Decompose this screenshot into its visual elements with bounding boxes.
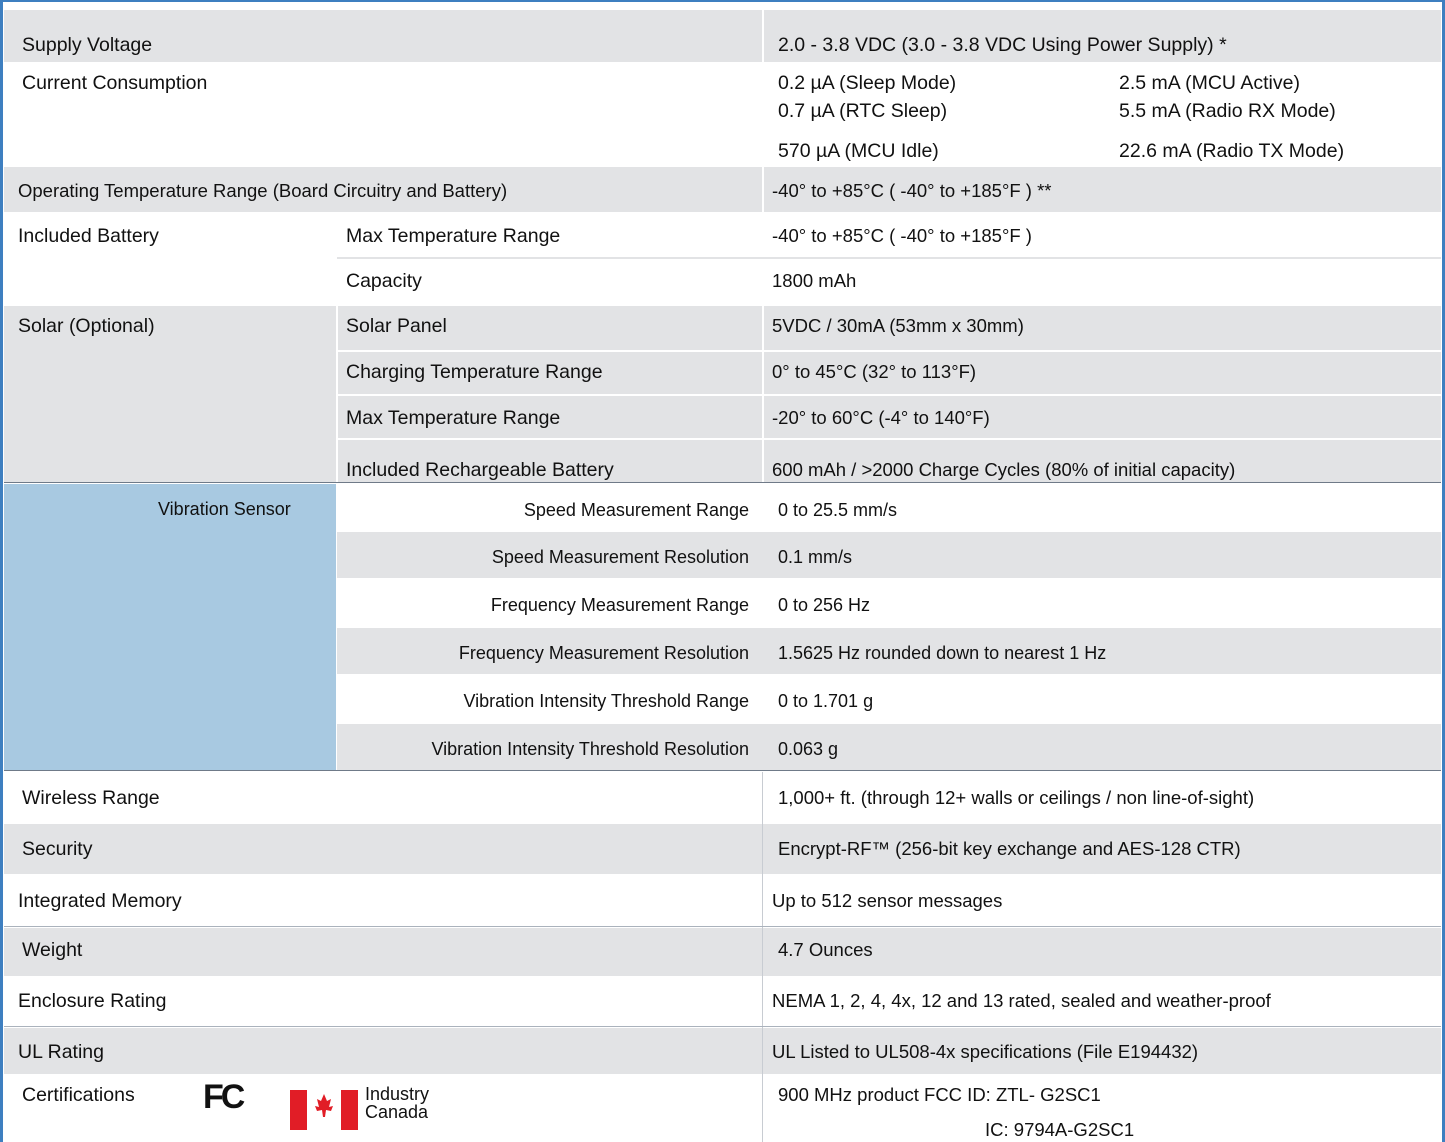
- security-value: Encrypt-RF™ (256-bit key exchange and AES-128 CTR): [778, 838, 1241, 859]
- solar-charging-value: 0° to 45°C (32° to 113°F): [772, 361, 977, 382]
- fcc-logo: FC: [203, 1078, 243, 1116]
- vib-freq-range-label: Frequency Measurement Range: [490, 595, 749, 615]
- memory-value: Up to 512 sensor messages: [772, 890, 1003, 911]
- vib-intensity-range-label: Vibration Intensity Threshold Range: [463, 691, 749, 711]
- col-divider-bottom: [762, 772, 763, 1142]
- sep-solar-vibration: [4, 482, 1441, 483]
- solar-sub-3: [337, 438, 1441, 440]
- top-border: [0, 0, 1445, 2]
- memory-label: Integrated Memory: [18, 890, 182, 912]
- wireless-label: Wireless Range: [22, 787, 160, 809]
- sep-vibration-wireless: [4, 770, 1441, 771]
- current-label: Current Consumption: [22, 72, 208, 94]
- industry-canada-line1: Industry: [365, 1084, 430, 1104]
- current-value-active: 2.5 mA (MCU Active): [1119, 72, 1300, 94]
- solar-sub-1: [337, 350, 1441, 352]
- weight-value: 4.7 Ounces: [778, 939, 873, 960]
- battery-capacity-label: Capacity: [346, 270, 422, 292]
- solar-battery-value: 600 mAh / >2000 Charge Cycles (80% of initial capacity): [772, 459, 1236, 480]
- fcc-id-value: 900 MHz product FCC ID: ZTL- G2SC1: [778, 1084, 1101, 1105]
- enclosure-label: Enclosure Rating: [18, 990, 167, 1012]
- col-divider-sub: [336, 214, 338, 482]
- current-value-rx: 5.5 mA (Radio RX Mode): [1119, 100, 1336, 122]
- solar-sub-2: [337, 394, 1441, 396]
- vibration-label-cell: [4, 484, 336, 770]
- certifications-label: Certifications: [22, 1084, 135, 1106]
- vib-speed-res-value: 0.1 mm/s: [778, 547, 853, 567]
- vib-speed-range-value: 0 to 25.5 mm/s: [778, 500, 898, 520]
- solar-battery-label: Included Rechargeable Battery: [346, 459, 614, 481]
- ic-id-value: IC: 9794A-G2SC1: [985, 1119, 1135, 1140]
- row-ul-bg: [4, 1028, 1441, 1074]
- supply-voltage-value: 2.0 - 3.8 VDC (3.0 - 3.8 VDC Using Power Supply) *: [778, 34, 1227, 56]
- vib-freq-res-label: Frequency Measurement Resolution: [458, 643, 749, 663]
- battery-subdivider: [337, 257, 1441, 259]
- row-included-battery-bg: [4, 214, 1441, 304]
- current-value-idle: 570 µA (MCU Idle): [778, 140, 939, 162]
- current-subdivider: [764, 126, 1440, 128]
- col-divider-current: [1100, 64, 1102, 165]
- solar-label: Solar (Optional): [18, 315, 155, 337]
- ul-value: UL Listed to UL508-4x specifications (File E194432): [772, 1041, 1199, 1062]
- included-battery-label: Included Battery: [18, 225, 159, 247]
- battery-max-temp-value: -40° to +85°C ( -40° to +185°F ): [772, 225, 1032, 246]
- weight-label: Weight: [22, 939, 83, 961]
- vibration-label: Vibration Sensor: [158, 499, 291, 519]
- row-weight-bg: [4, 928, 1441, 976]
- battery-max-temp-label: Max Temperature Range: [346, 225, 561, 247]
- vib-freq-range-value: 0 to 256 Hz: [778, 595, 871, 615]
- solar-charging-label: Charging Temperature Range: [346, 361, 603, 383]
- col-divider-top: [762, 10, 764, 484]
- security-label: Security: [22, 838, 93, 860]
- current-value-rtc: 0.7 µA (RTC Sleep): [778, 100, 948, 122]
- wireless-value: 1,000+ ft. (through 12+ walls or ceilings / non line-of-sight): [778, 787, 1255, 808]
- ul-label: UL Rating: [18, 1041, 104, 1063]
- sep-enclosure-ul: [4, 1026, 1441, 1027]
- current-value-sleep: 0.2 µA (Sleep Mode): [778, 72, 957, 94]
- left-border: [0, 0, 3, 1142]
- vib-speed-res-label: Speed Measurement Resolution: [491, 547, 749, 567]
- enclosure-value: NEMA 1, 2, 4, 4x, 12 and 13 rated, sealed and weather-proof: [772, 990, 1271, 1011]
- solar-panel-label: Solar Panel: [346, 315, 447, 337]
- sep-memory-weight: [4, 926, 1441, 927]
- solar-max-temp-label: Max Temperature Range: [346, 407, 561, 429]
- vib-intensity-range-value: 0 to 1.701 g: [778, 691, 874, 711]
- operating-temp-label: Operating Temperature Range (Board Circuitry and Battery): [18, 180, 508, 201]
- solar-max-temp-value: -20° to 60°C (-4° to 140°F): [772, 407, 990, 428]
- vib-freq-res-value: 1.5625 Hz rounded down to nearest 1 Hz: [778, 643, 1107, 663]
- vib-speed-range-label: Speed Measurement Range: [523, 500, 749, 520]
- supply-voltage-label: Supply Voltage: [22, 34, 153, 56]
- battery-capacity-value: 1800 mAh: [772, 270, 857, 291]
- solar-panel-value: 5VDC / 30mA (53mm x 30mm): [772, 315, 1024, 336]
- current-value-tx: 22.6 mA (Radio TX Mode): [1119, 140, 1345, 162]
- row-memory-bg: [4, 876, 1441, 926]
- canada-flag-icon: [290, 1090, 358, 1130]
- vib-intensity-res-label: Vibration Intensity Threshold Resolution: [431, 739, 749, 759]
- operating-temp-value: -40° to +85°C ( -40° to +185°F ) **: [772, 180, 1052, 201]
- industry-canada-line2: Canada: [365, 1102, 429, 1122]
- vib-intensity-res-value: 0.063 g: [778, 739, 839, 759]
